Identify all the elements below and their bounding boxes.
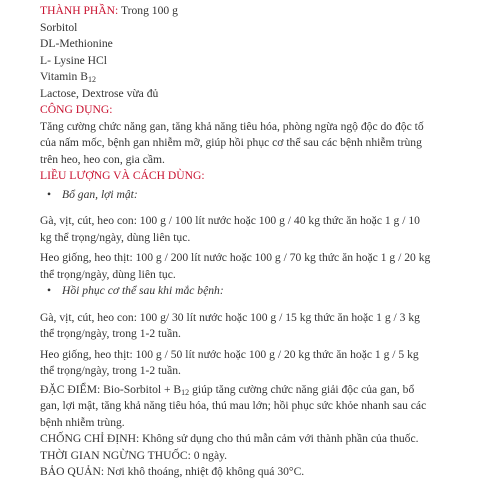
uses-text-line: của nấm mốc, bệnh gan nhiễm mỡ, giúp hồi phục cơ thể sau các bệnh nhiễm trùng xyxy=(40,136,422,149)
ingredient-item xyxy=(40,69,460,86)
dosage-subheading-label: Bổ gan, lợi mật: xyxy=(62,187,138,201)
features-text: ĐẶC ĐIỂM: Bio-Sorbitol + B xyxy=(40,382,182,396)
ingredient-item: Lactose, Dextrose vừa đủ xyxy=(40,86,159,100)
composition-line xyxy=(40,3,460,20)
ingredient-item: DL-Methionine xyxy=(40,37,113,50)
features-line: bệnh nhiễm trùng. xyxy=(40,415,125,429)
storage-info: BẢO QUẢN: Nơi khô thoáng, nhiệt độ không quá 30°C. xyxy=(40,465,305,478)
dosage-text-line: thể trọng/ngày, trong 1-2 tuần. xyxy=(40,364,181,377)
vitamin-subscript: 12 xyxy=(87,75,96,84)
ingredient-item: L- Lysine HCl xyxy=(40,53,107,67)
features-line xyxy=(40,382,460,399)
ingredient-item: Sorbitol xyxy=(40,20,78,34)
product-description xyxy=(40,3,460,481)
withdrawal-time: THỜI GIAN NGỪNG THUỐC: 0 ngày. xyxy=(40,448,228,462)
dosage-text-line: kg thể trọng/ngày, dùng liên tục. xyxy=(40,230,191,244)
dosage-text-line: thể trọng/ngày, dùng liên tục. xyxy=(40,267,176,281)
bullet-icon: • xyxy=(47,187,52,201)
dosage-subheading xyxy=(40,283,460,300)
dosage-text-line: Gà, vịt, cút, heo con: 100 g / 100 lít nước hoặc 100 g / 40 kg thức ăn hoặc 1 g / 10 xyxy=(40,214,420,227)
composition-amount: Trong 100 g xyxy=(118,4,178,17)
dosage-text-line: Gà, vịt, cút, heo con: 100 g/ 30 lít nước hoặc 100 g / 15 kg thức ăn hoặc 1 g / 3 kg xyxy=(40,310,420,324)
features-text: giúp tăng cường chức năng giải độc của gan, bổ xyxy=(189,382,415,396)
dosage-subheading-label: Hồi phục cơ thể sau khi mắc bệnh: xyxy=(62,284,224,297)
features-line: gan, lợi mật, tăng khả năng tiêu hóa, thú mau lớn; hồi phục sức khỏe nhanh sau các xyxy=(40,399,427,412)
uses-heading: CÔNG DỤNG: xyxy=(40,103,113,116)
bullet-icon: • xyxy=(47,284,52,297)
dosage-text-line: Heo giống, heo thịt: 100 g / 200 lít nước hoặc 100 g / 70 kg thức ăn hoặc 1 g / 20 kg xyxy=(40,251,431,264)
dosage-text-line: thể trọng/ngày, trong 1-2 tuần. xyxy=(40,327,181,340)
ingredient-vitamin: Vitamin B xyxy=(40,70,88,83)
dosage-text-line: Heo giống, heo thịt: 100 g / 50 lít nước hoặc 100 g / 20 kg thức ăn hoặc 1 g / 5 kg xyxy=(40,347,419,361)
contraindication: CHỐNG CHỈ ĐỊNH: Không sử dụng cho thú mẫn cảm với thành phần của thuốc. xyxy=(40,432,419,445)
composition-heading: THÀNH PHẦN: xyxy=(40,4,119,17)
dosage-subheading xyxy=(40,187,460,204)
dosage-heading: LIỀU LƯỢNG VÀ CÁCH DÙNG: xyxy=(40,169,205,182)
uses-text-line: Tăng cường chức năng gan, tăng khả năng tiêu hóa, phòng ngừa ngộ độc do độc tố xyxy=(40,119,424,133)
uses-text-line: trên heo, heo con, gia cầm. xyxy=(40,152,165,166)
features-subscript: 12 xyxy=(181,387,190,397)
